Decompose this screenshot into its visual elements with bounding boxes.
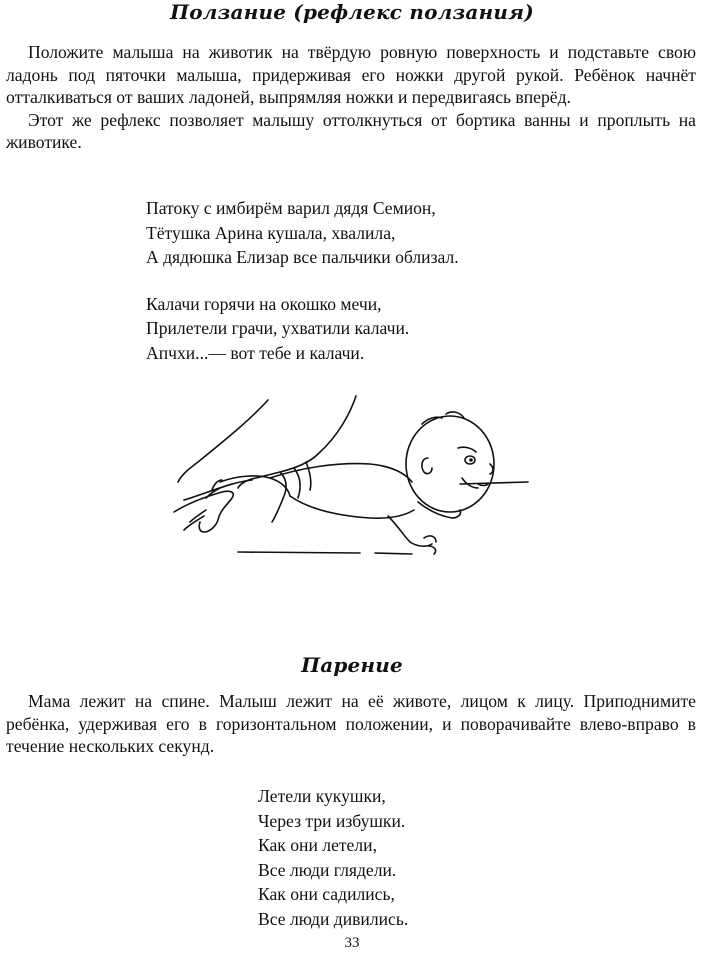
section-title-crawling: Ползание (рефлекс ползания) [170,0,534,24]
paragraph: Мама лежит на спине. Малыш лежит на её животе, лицом к лицу. Приподнимите ребёнка, удерживая его в горизонтальном положении, и поворачивайте влево-вправо в течение нескольких секунд. [6,691,696,756]
section-soaring-text [6,690,696,758]
poem-line: Апчхи...— вот тебе и калачи. [146,342,365,363]
baby-ear [422,458,432,474]
adult-hand [238,454,318,488]
page-number: 33 [344,935,360,951]
paragraph: Этот же рефлекс позволяет малышу оттолкнуться от бортика ванны и проплыть на животике. [6,109,696,152]
poem-stanza [146,292,459,366]
nursery-rhyme-soaring [258,784,408,931]
adult-finger [306,462,311,490]
baby-mouth [478,484,488,486]
section-title-soaring: Парение [301,653,403,677]
baby-foot [206,480,222,498]
baby-nose [490,464,493,474]
poem-line: Как они садились, [258,884,395,904]
poem-line: Все люди глядели. [258,859,397,880]
poem-line: Как они летели, [258,835,377,855]
baby-head [406,416,494,512]
adult-finger [294,468,300,498]
nursery-rhyme-crawling [146,196,459,365]
baby-body [270,464,412,482]
poem-line: Калачи горячи на окошко мечи, [146,293,382,314]
baby-crawling-illustration [160,392,530,570]
baby-arm [388,516,432,546]
poem-line: Летели кукушки, [258,786,386,806]
poem-line: Через три избушки. [258,810,406,831]
poem-stanza [146,196,459,270]
paragraph: Положите малыша на животик на твёрдую ровную поверхность и подставьте свою ладонь под пяточки малыша, придерживая его ножки другой рукой. Ребёнок начнёт отталкиваться от ваших ладоней, выпрямляя ножки и передвигаясь вперёд. [6,42,696,107]
poem-line: Прилетели грачи, ухватили калачи. [146,318,410,338]
poem-line: Все люди дивились. [258,908,409,929]
baby-body [290,496,414,518]
section-crawling-text [6,41,696,154]
poem-stanza [258,784,408,931]
poem-line: Патоку с имбирём варил дядя Семион, [146,198,436,218]
adult-upper-arm [318,396,356,454]
poem-line: А дядюшка Елизар все пальчики облизал. [146,247,459,267]
poem-line: Тётушка Арина кушала, хвалила, [146,222,396,243]
baby-brow [458,447,476,452]
adult-upper-arm [178,400,268,482]
